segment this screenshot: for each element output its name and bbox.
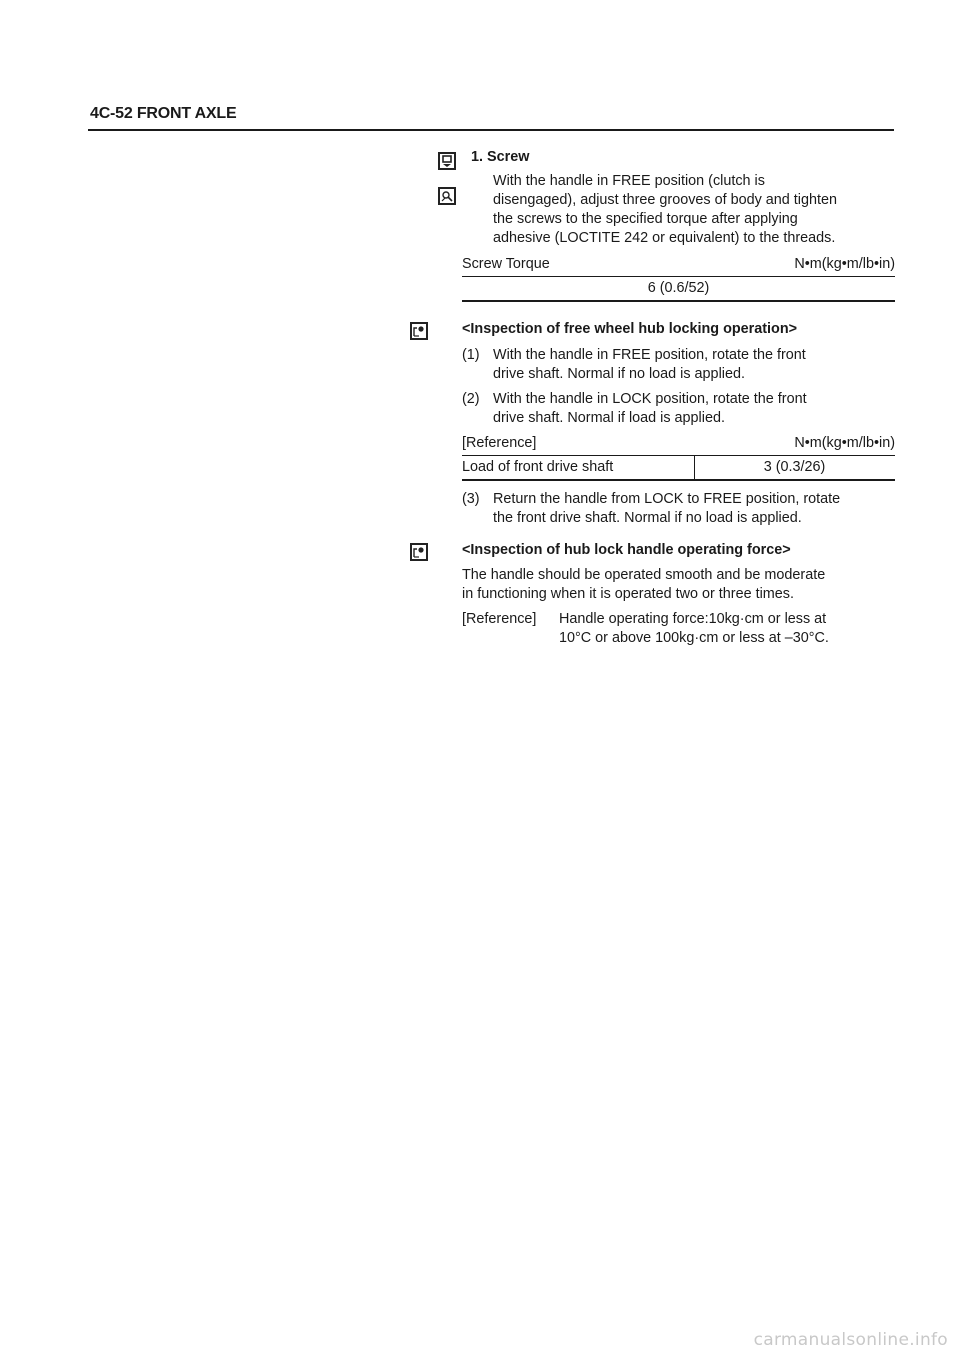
item-text-line: Return the handle from LOCK to FREE position, rotate — [493, 491, 841, 507]
item-number: (2) — [462, 391, 480, 407]
table-rule — [462, 479, 895, 481]
item-text-line: drive shaft. Normal if load is applied. — [493, 410, 725, 426]
item-text-line: With the handle in LOCK position, rotate the front — [493, 391, 807, 407]
watermark: carmanualsonline.info — [753, 1330, 948, 1350]
header-rule — [88, 129, 894, 131]
table-rule — [462, 276, 895, 277]
reference-text-line: Handle operating force:10kg·cm or less at — [559, 611, 827, 627]
item-text-line: drive shaft. Normal if no load is applied. — [493, 366, 745, 382]
section-heading: <Inspection of hub lock handle operating force> — [462, 542, 791, 558]
section-heading: <Inspection of free wheel hub locking operation> — [462, 321, 798, 337]
torque-unit: N•m(kg•m/lb•in) — [794, 256, 895, 272]
step-text-line: disengaged), adjust three grooves of body and tighten — [493, 192, 838, 208]
item-number: (1) — [462, 347, 480, 363]
torque-label: Screw Torque — [462, 256, 550, 272]
reference-unit: N•m(kg•m/lb•in) — [794, 435, 895, 451]
item-number: (3) — [462, 491, 480, 507]
reference-text-line: 10°C or above 100kg·cm or less at –30°C. — [559, 630, 829, 646]
table-rule — [462, 300, 895, 302]
step-text-line: the screws to the specified torque after applying — [493, 211, 798, 227]
reference-label: [Reference] — [462, 611, 537, 627]
torque-value: 6 (0.6/52) — [647, 280, 710, 296]
reference-label: [Reference] — [462, 435, 537, 451]
step-text-line: adhesive (LOCTITE 242 or equivalent) to the threads. — [493, 230, 836, 246]
step-heading: 1. Screw — [471, 149, 530, 165]
item-text-line: With the handle in FREE position, rotate the front — [493, 347, 806, 363]
inspect-icon — [410, 322, 428, 340]
page-title: 4C-52 FRONT AXLE — [90, 105, 237, 122]
reference-row-value: 3 (0.3/26) — [763, 459, 826, 475]
paragraph-line: in functioning when it is operated two or three times. — [462, 586, 794, 602]
inspect-icon — [410, 543, 428, 561]
tighten-icon — [438, 152, 456, 170]
apply-adhesive-icon — [438, 187, 456, 205]
table-rule — [462, 455, 895, 456]
step-text-line: With the handle in FREE position (clutch is — [493, 173, 765, 189]
paragraph-line: The handle should be operated smooth and be moderate — [462, 567, 826, 583]
reference-row-label: Load of front drive shaft — [462, 459, 614, 475]
item-text-line: the front drive shaft. Normal if no load is applied. — [493, 510, 802, 526]
